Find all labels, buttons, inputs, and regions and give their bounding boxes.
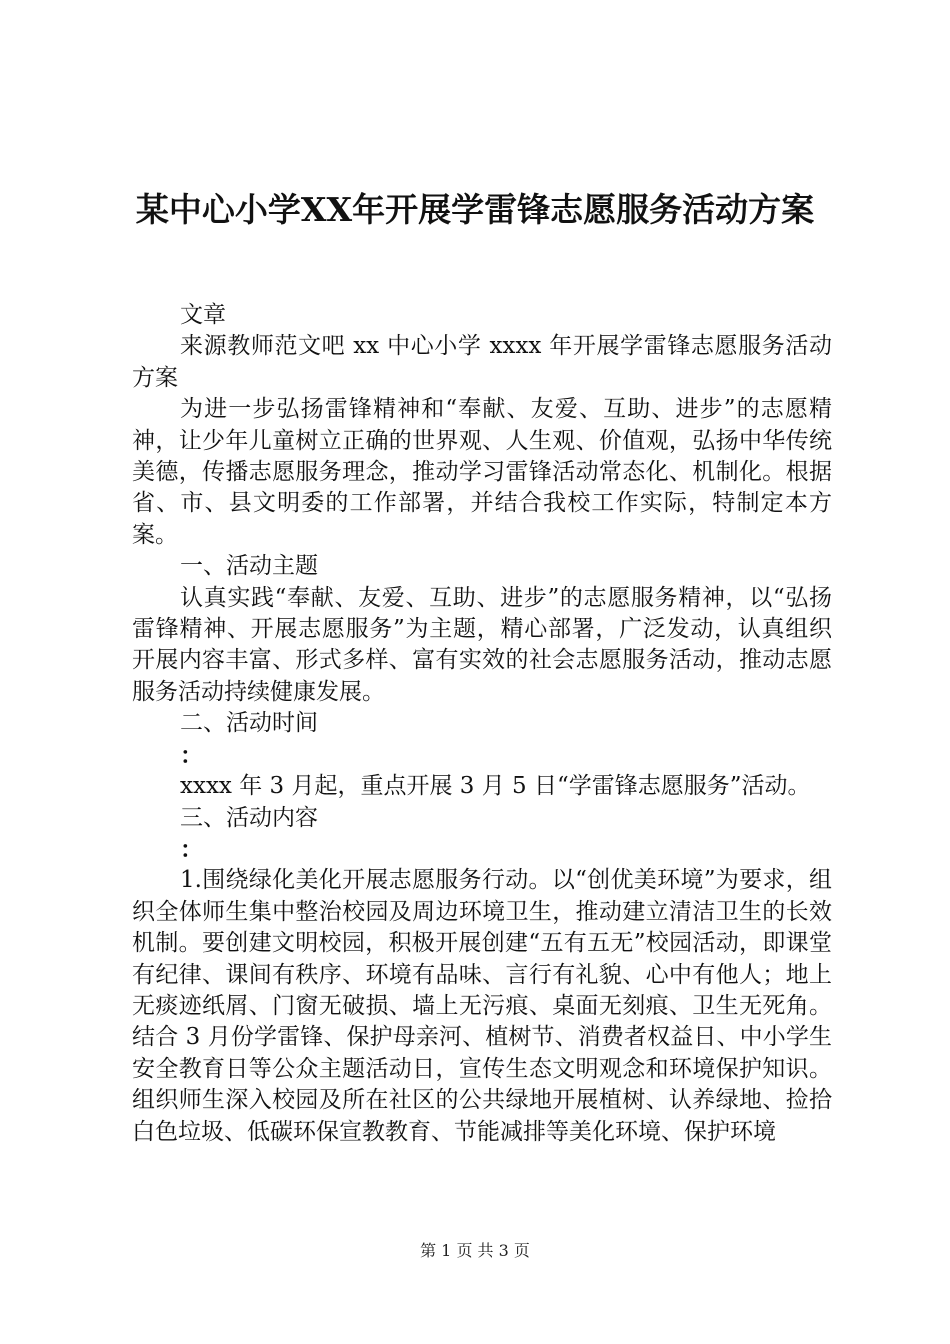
paragraph-source: 来源教师范文吧 xx 中心小学 xxxx 年开展学雷锋志愿服务活动方案	[132, 333, 832, 391]
document-title: 某中心小学XX年开展学雷锋志愿服务活动方案	[135, 190, 815, 229]
document-body	[132, 300, 832, 1148]
page-footer: 第 1 页 共 3 页	[420, 1241, 530, 1260]
paragraph-activity-time: xxxx 年 3 月起，重点开展 3 月 5 日“学雷锋志愿服务”活动。	[180, 773, 811, 800]
heading-activity-theme: 一、活动主题	[180, 553, 318, 580]
heading-activity-time: 二、活动时间	[180, 710, 318, 737]
colon-line: ：	[180, 741, 203, 769]
paragraph-intro: 为进一步弘扬雷锋精神和“奉献、友爱、互助、进步”的志愿精神，让少年儿童树立正确的世界观、人生观、价值观，弘扬中华传统美德，传播志愿服务理念，推动学习雷锋活动常态化、机制化。根据省、市、县文明委的工作部署，并结合我校工作实际，特制定本方案。	[132, 396, 832, 548]
paragraph-activity-theme: 认真实践“奉献、友爱、互助、进步”的志愿服务精神，以“弘扬雷锋精神、开展志愿服务”为主题，精心部署，广泛发动，认真组织开展内容丰富、形式多样、富有实效的社会志愿服务活动，推动志愿服务活动持续健康发展。	[132, 584, 832, 705]
paragraph-content-item-1: 1.围绕绿化美化开展志愿服务行动。以“创优美环境”为要求，组织全体师生集中整治校园及周边环境卫生，推动建立清洁卫生的长效机制。要创建文明校园，积极开展创建“五有五无”校园活动，即课堂有纪律、课间有秩序、环境有品味、言行有礼貌、心中有他人；地上无痰迹纸屑、门窗无破损、墙上无污痕、桌面无刻痕、卫生无死角。结合 3 月份学雷锋、保护母亲河、植树节、消费者权益日、中小学生安全教育日等公众主题活动日，宣传生态文明观念和环境保护知识。组织师生深入校园及所在社区的公共绿地开展植树、认养绿地、捡拾白色垃圾、低碳环保宣教教育、节能减排等美化环境、保护环境	[132, 867, 832, 1145]
paragraph-article-label: 文章	[180, 302, 226, 328]
heading-activity-content: 三、活动内容	[180, 804, 318, 831]
colon-line: ：	[180, 835, 203, 863]
